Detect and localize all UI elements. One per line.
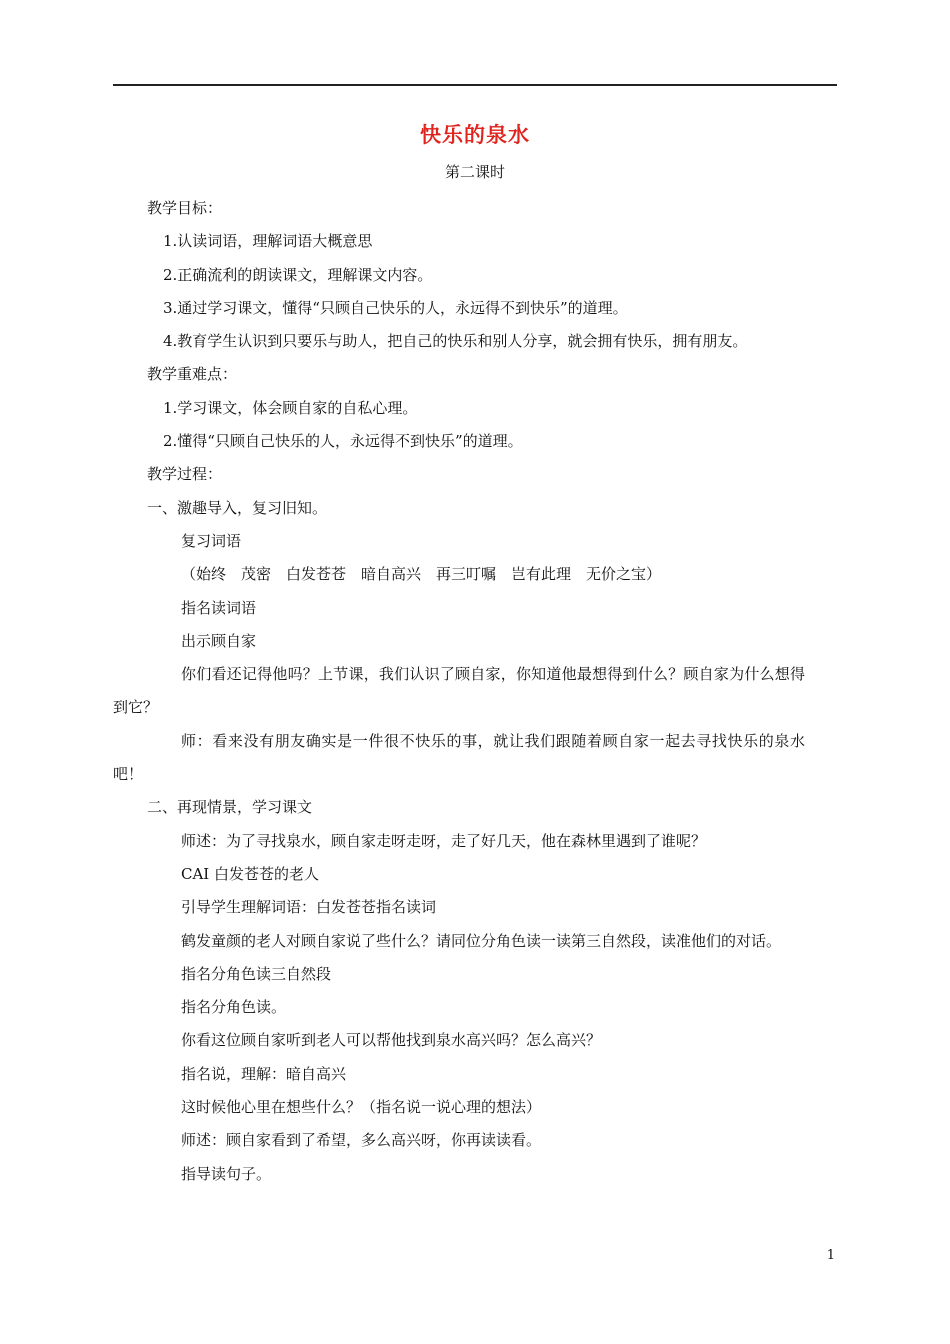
vocabulary-list: （始终 茂密 白发苍苍 暗自高兴 再三叮嘱 岂有此理 无价之宝） — [181, 565, 662, 584]
objective-item: 4.教育学生认识到只要乐与助人，把自己的快乐和别人分享，就会拥有快乐，拥有朋友。 — [163, 332, 748, 351]
objective-item: 3.通过学习课文，懂得“只顾自己快乐的人，永远得不到快乐”的道理。 — [163, 298, 628, 317]
key-point-item: 1.学习课文，体会顾自家的自私心理。 — [163, 398, 418, 417]
section-line: 师述：为了寻找泉水，顾自家走呀走呀，走了好几天，他在森林里遇到了谁呢？ — [181, 831, 707, 850]
objectives-heading: 教学目标： — [147, 199, 223, 217]
document-subtitle: 第二课时 — [444, 163, 505, 181]
document-body — [113, 192, 839, 1191]
section-line: 你看这位顾自家听到老人可以帮他找到泉水高兴吗？怎么高兴？ — [181, 1031, 602, 1050]
section-paragraph: 你们看还记得他吗？上节课，我们认识了顾自家，你知道他最想得到什么？顾自家为什么想得到它？ — [113, 665, 805, 717]
section-line: 鹤发童颜的老人对顾自家说了些什么？请同位分角色读一读第三自然段，读准他们的对话。 — [181, 931, 782, 950]
objective-item: 2.正确流利的朗读课文，理解课文内容。 — [163, 265, 433, 284]
section-line: 指名说，理解：暗自高兴 — [181, 1064, 347, 1083]
section-line: 指导读句子。 — [181, 1164, 272, 1183]
objective-item: 1.认读词语，理解词语大概意思 — [163, 232, 373, 251]
section-line: 指名读词语 — [181, 598, 257, 617]
process-heading: 教学过程： — [147, 465, 223, 484]
section-line: 这时候他心里在想些什么？（指名说一说心理的想法） — [181, 1098, 542, 1117]
section-line: 指名分角色读。 — [181, 998, 287, 1017]
key-points-heading: 教学重难点： — [147, 365, 238, 384]
section-line: 师述：顾自家看到了希望，多么高兴呀，你再读读看。 — [181, 1131, 542, 1150]
key-point-item: 2.懂得“只顾自己快乐的人，永远得不到快乐”的道理。 — [163, 432, 523, 451]
section-line: CAI 白发苍苍的老人 — [181, 864, 320, 883]
section-heading: 二、再现情景，学习课文 — [147, 798, 313, 817]
section-heading: 一、激趣导入，复习旧知。 — [147, 498, 328, 517]
page-number: 1 — [826, 1248, 835, 1263]
document-title: 快乐的泉水 — [420, 123, 530, 147]
header-rule — [113, 84, 837, 86]
section-paragraph: 师：看来没有朋友确实是一件很不快乐的事，就让我们跟随着顾自家一起去寻找快乐的泉水吧！ — [113, 731, 805, 784]
section-line: 复习词语 — [181, 531, 242, 550]
section-line: 引导学生理解词语：白发苍苍指名读词 — [181, 898, 437, 917]
section-line: 指名分角色读三自然段 — [181, 964, 332, 983]
section-line: 出示顾自家 — [181, 631, 257, 650]
